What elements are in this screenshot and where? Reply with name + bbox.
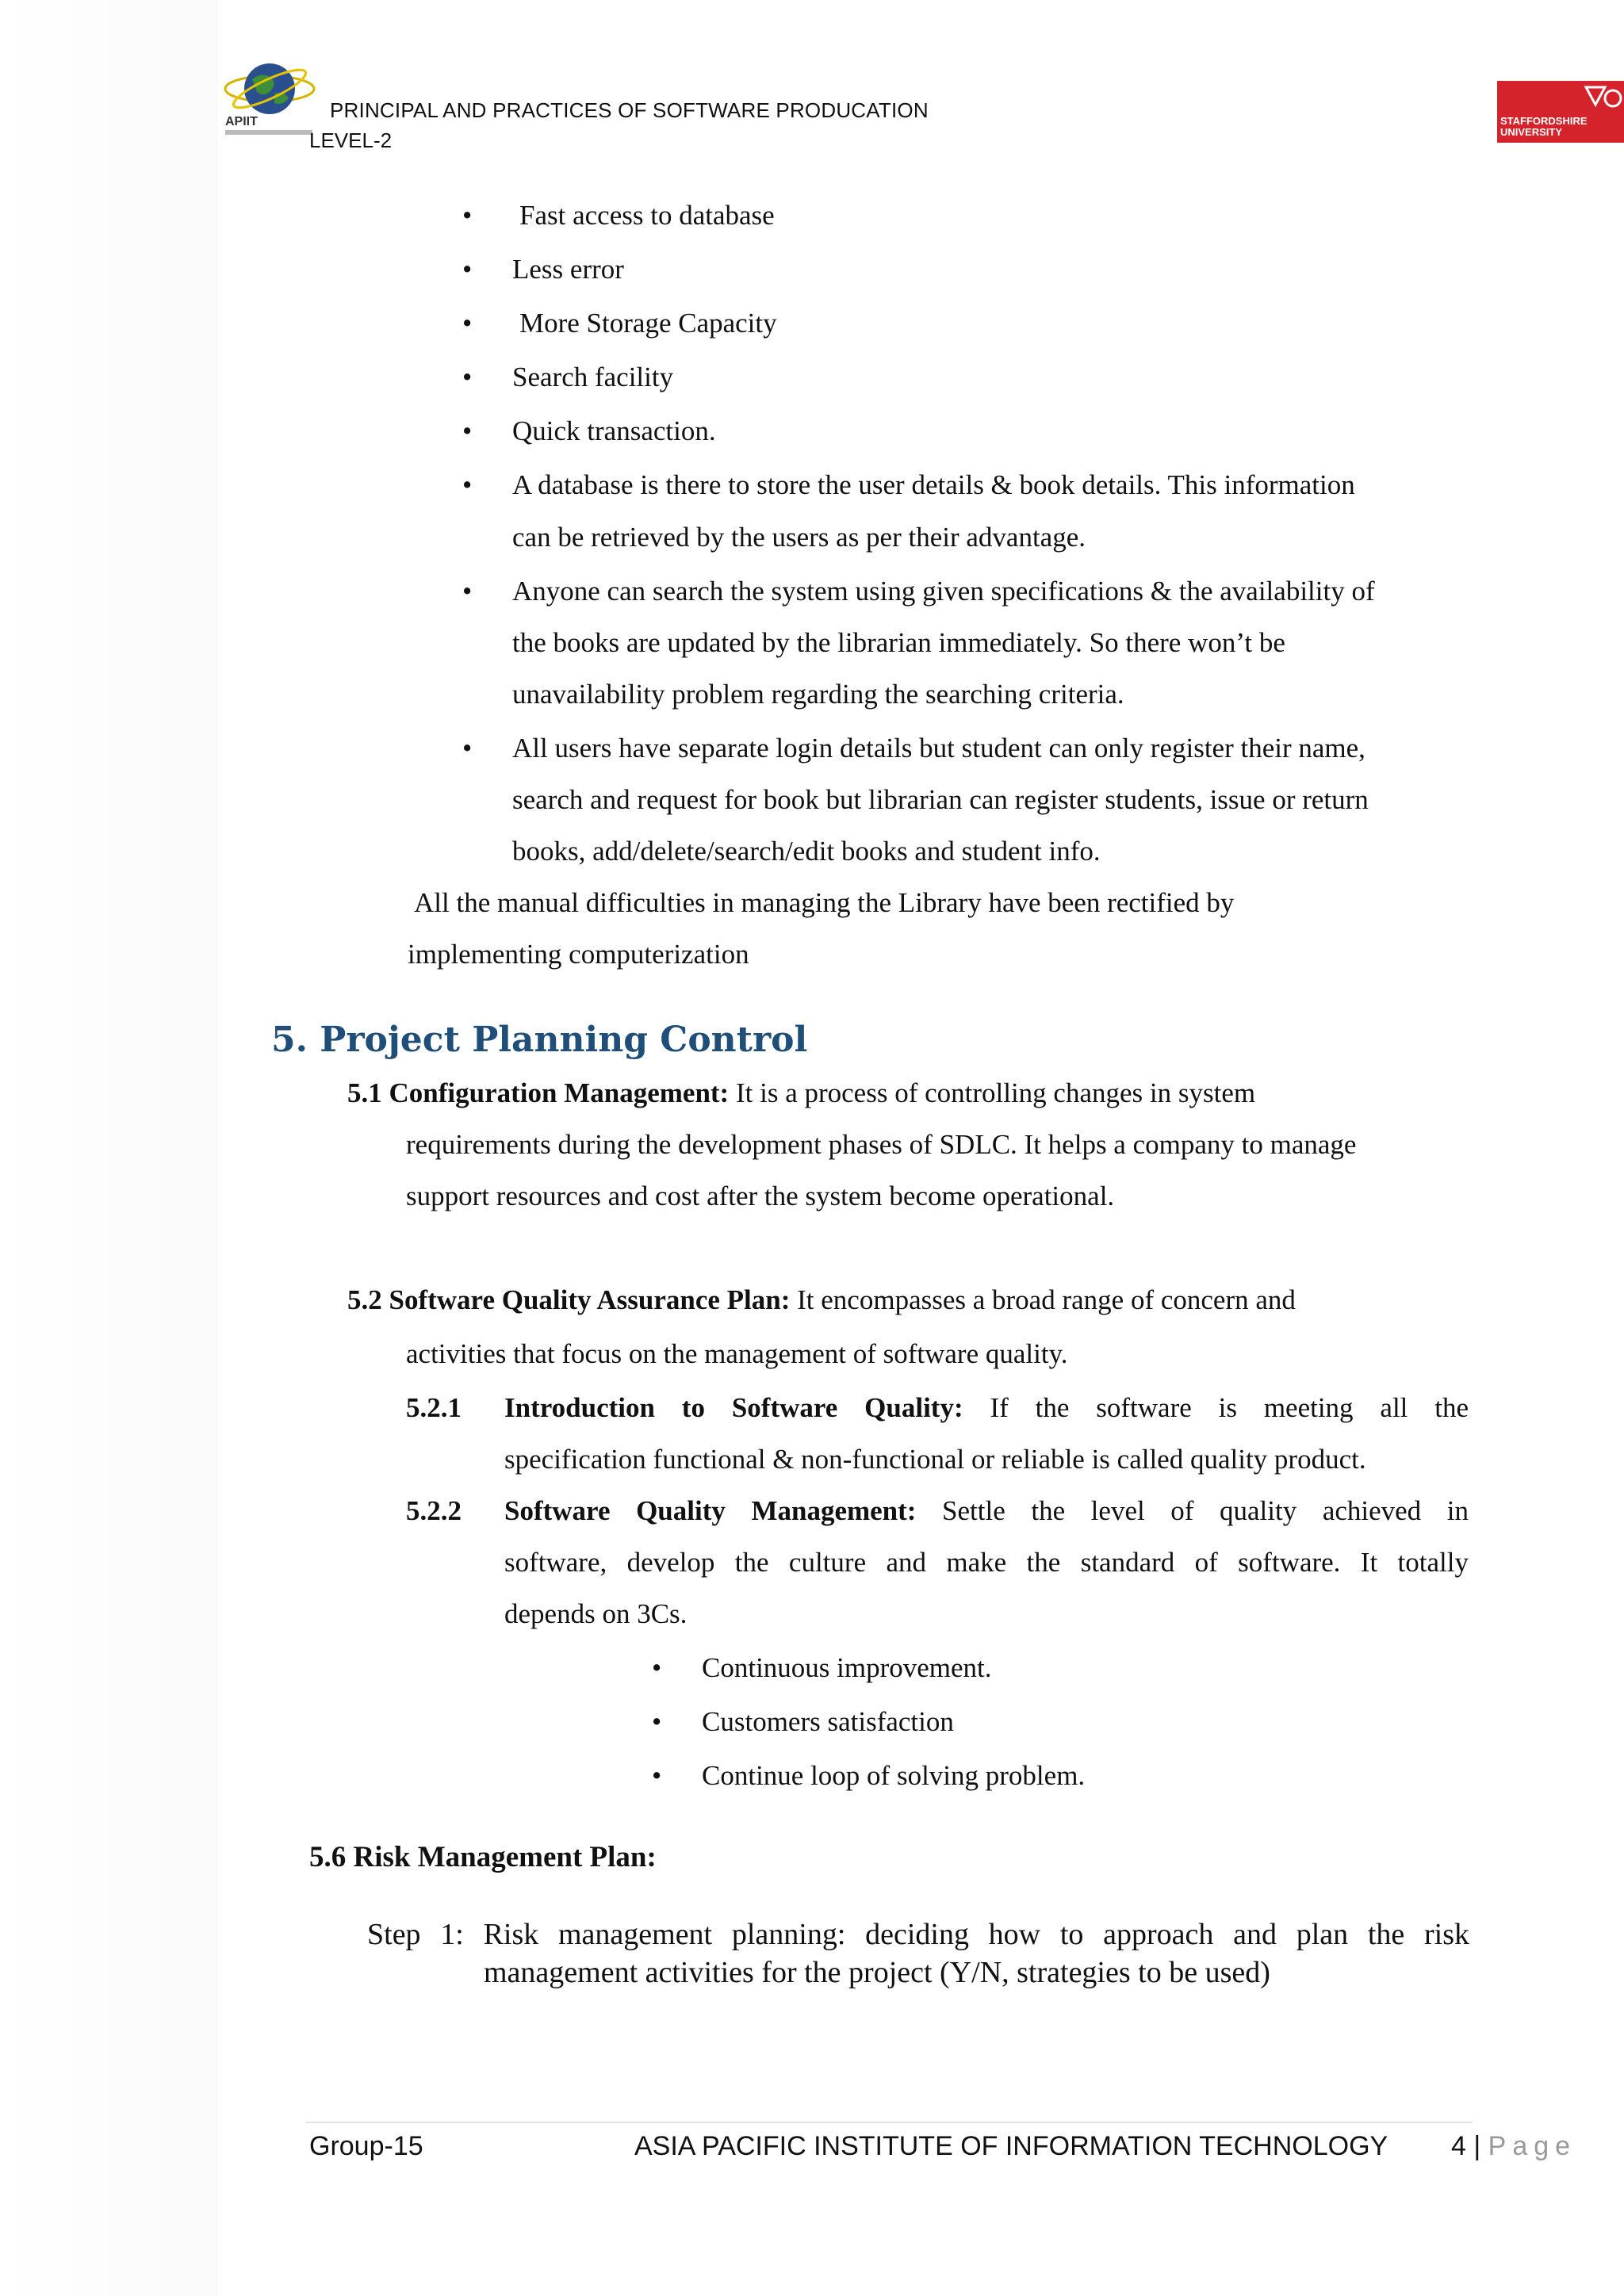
bullet-icon: • [652, 1652, 662, 1683]
sqm-line: Software Quality Management: Settle the level of quality achieved in [504, 1495, 1469, 1526]
page-label: Page [1488, 2131, 1577, 2161]
intro-quality-line: Introduction to Software Quality: If the software is meeting all the [504, 1392, 1469, 1423]
step1-line: Step 1: Risk management planning: deciding how to approach and plan the risk [367, 1918, 1469, 1951]
bullet-icon: • [462, 733, 473, 763]
bullet-icon: • [462, 362, 473, 392]
footer-institute: ASIA PACIFIC INSTITUTE OF INFORMATION TECHNOLOGY [634, 2131, 1388, 2161]
bullet-icon: • [462, 200, 473, 231]
page-separator: | [1473, 2131, 1481, 2161]
bullet-icon: • [652, 1760, 662, 1791]
course-level: LEVEL-2 [309, 128, 393, 152]
subsection-label: Software Quality Management: [504, 1495, 917, 1526]
section-heading: 5. Project Planning Control [271, 1020, 808, 1060]
staffordshire-wordmark: STAFFORDSHIRE UNIVERSITY [1500, 115, 1588, 138]
risk-plan-heading: 5.6 Risk Management Plan: [309, 1841, 657, 1873]
bullet-icon: • [462, 469, 473, 500]
subsection-label: 5.1 Configuration Management: [347, 1077, 730, 1108]
page-number: 4 [1451, 2131, 1466, 2161]
footer-page [1451, 2126, 1576, 2166]
summary-line: All the manual difficulties in managing the Library have been rectified by [414, 887, 1235, 918]
step1-line: management activities for the project (Y/N, strategies to be used) [484, 1956, 1270, 1989]
apiit-logo-icon [222, 48, 317, 143]
bullet-icon: • [462, 576, 473, 607]
config-management-line: requirements during the development phases of SDLC. It helps a company to manage [406, 1129, 1357, 1160]
bullet-icon: • [652, 1706, 662, 1737]
subsection-number: 5.2.2 [406, 1495, 462, 1526]
footer-divider [305, 2122, 1473, 2123]
sqm-line: depends on 3Cs. [504, 1598, 688, 1629]
sqm-line: software, develop the culture and make the standard of software. It totally [504, 1547, 1469, 1578]
config-management-line: support resources and cost after the system become operational. [406, 1181, 1115, 1211]
page-margin-shade [0, 0, 218, 2296]
footer-group: Group-15 [309, 2131, 423, 2161]
intro-quality-line: specification functional & non-functional or reliable is called quality product. [504, 1444, 1366, 1475]
staffordshire-logo [1497, 81, 1624, 143]
staffordshire-crest-icon [1497, 81, 1624, 116]
summary-line: implementing computerization [408, 939, 749, 970]
sqa-plan-line: activities that focus on the management of software quality. [406, 1338, 1068, 1369]
bullet-icon: • [462, 308, 473, 339]
subsection-label: Introduction to Software Quality: [504, 1392, 963, 1423]
config-management-paragraph: 5.1 Configuration Management: It is a process of controlling changes in system [347, 1077, 1256, 1108]
subsection-number: 5.2.1 [406, 1392, 462, 1423]
bullet-icon: • [462, 254, 473, 285]
bullet-icon: • [462, 415, 473, 446]
course-title: PRINCIPAL AND PRACTICES OF SOFTWARE PRODUCATION [330, 98, 929, 122]
subsection-label: 5.2 Software Quality Assurance Plan: [347, 1284, 791, 1315]
sqa-plan-paragraph: 5.2 Software Quality Assurance Plan: It encompasses a broad range of concern and [347, 1284, 1296, 1315]
logo-wordmark: APIIT [225, 115, 258, 128]
